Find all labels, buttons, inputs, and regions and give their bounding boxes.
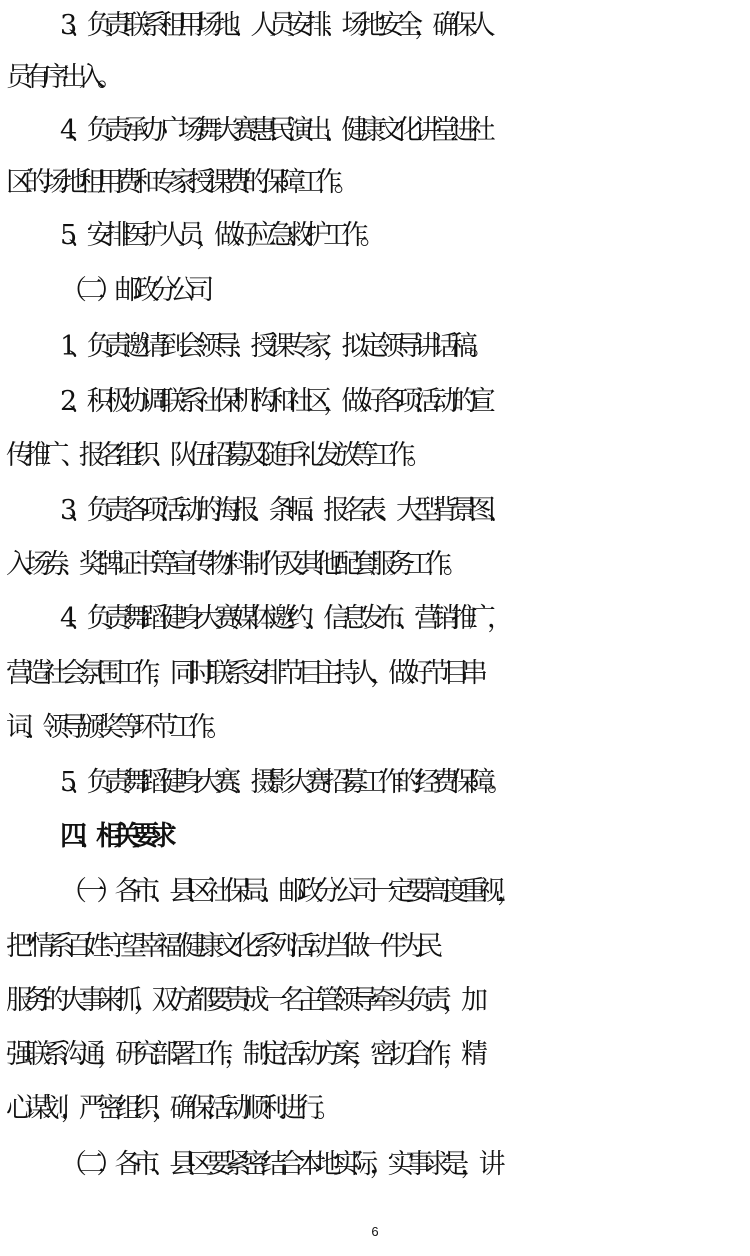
subsection-heading: （二）邮政分公司	[60, 275, 206, 306]
text-line: 强联系沟通，研究部署工作，制定活动方案，密切合作，精	[6, 1039, 480, 1070]
text-line: 营造社会氛围工作，同时联系安排节目主持人，做好节目串	[6, 658, 480, 689]
page-number: 6	[371, 1224, 379, 1239]
text-line: 2、积极协调联系社保机构和社区，做好各项活动的宣	[60, 386, 487, 417]
text-line: 词、领导颁奖等环节工作。	[6, 712, 225, 743]
text-line: 4、负责承办广场舞大赛惠民演出、健康文化讲堂进社	[60, 115, 487, 146]
text-line: 5、负责舞蹈健身大赛、摄影大赛招募工作的经费保障。	[60, 767, 506, 798]
text-line: 3、负责联系租用场地、人员安排、场地安全，确保人	[60, 10, 487, 41]
text-line: 入场券、奖牌证书等宣传物料制作及其他配套服务工作。	[6, 549, 461, 580]
text-line: 5、安排医护人员，做好应急救护工作。	[60, 220, 378, 251]
section-heading: 四、相关要求	[60, 821, 168, 852]
text-line: 服务的大事来抓，双方都要责成一名主管领导牵头负责，加	[6, 985, 480, 1016]
text-line: （一）各市、县区社保局、邮政分公司一定要高度重视，	[60, 876, 515, 907]
text-line: 区的场地租用费和专家授课费的保障工作。	[6, 167, 352, 198]
text-line: 1、负责邀请到会领导、授课专家，拟定领导讲话稿。	[60, 331, 487, 362]
text-line: 员有序出入。	[6, 62, 116, 93]
text-line: 把“情系百姓 守望幸福”健康文化系列活动当做一件为民	[6, 931, 435, 962]
text-line: 4、负责舞蹈健身大赛媒体邀约、信息发布、营销推广，	[60, 603, 506, 634]
text-line: 3、负责各项活动的海报、条幅、报名表、大型背景图、	[60, 495, 506, 526]
text-line: 传推广、报名组织、队伍招募及随手礼发放等工作。	[6, 440, 425, 471]
text-line: （二）各市、县区要紧密结合本地实际，实事求是，讲	[60, 1149, 497, 1180]
text-line: 心谋划，严密组织，确保活动顺利进行。	[6, 1093, 334, 1124]
